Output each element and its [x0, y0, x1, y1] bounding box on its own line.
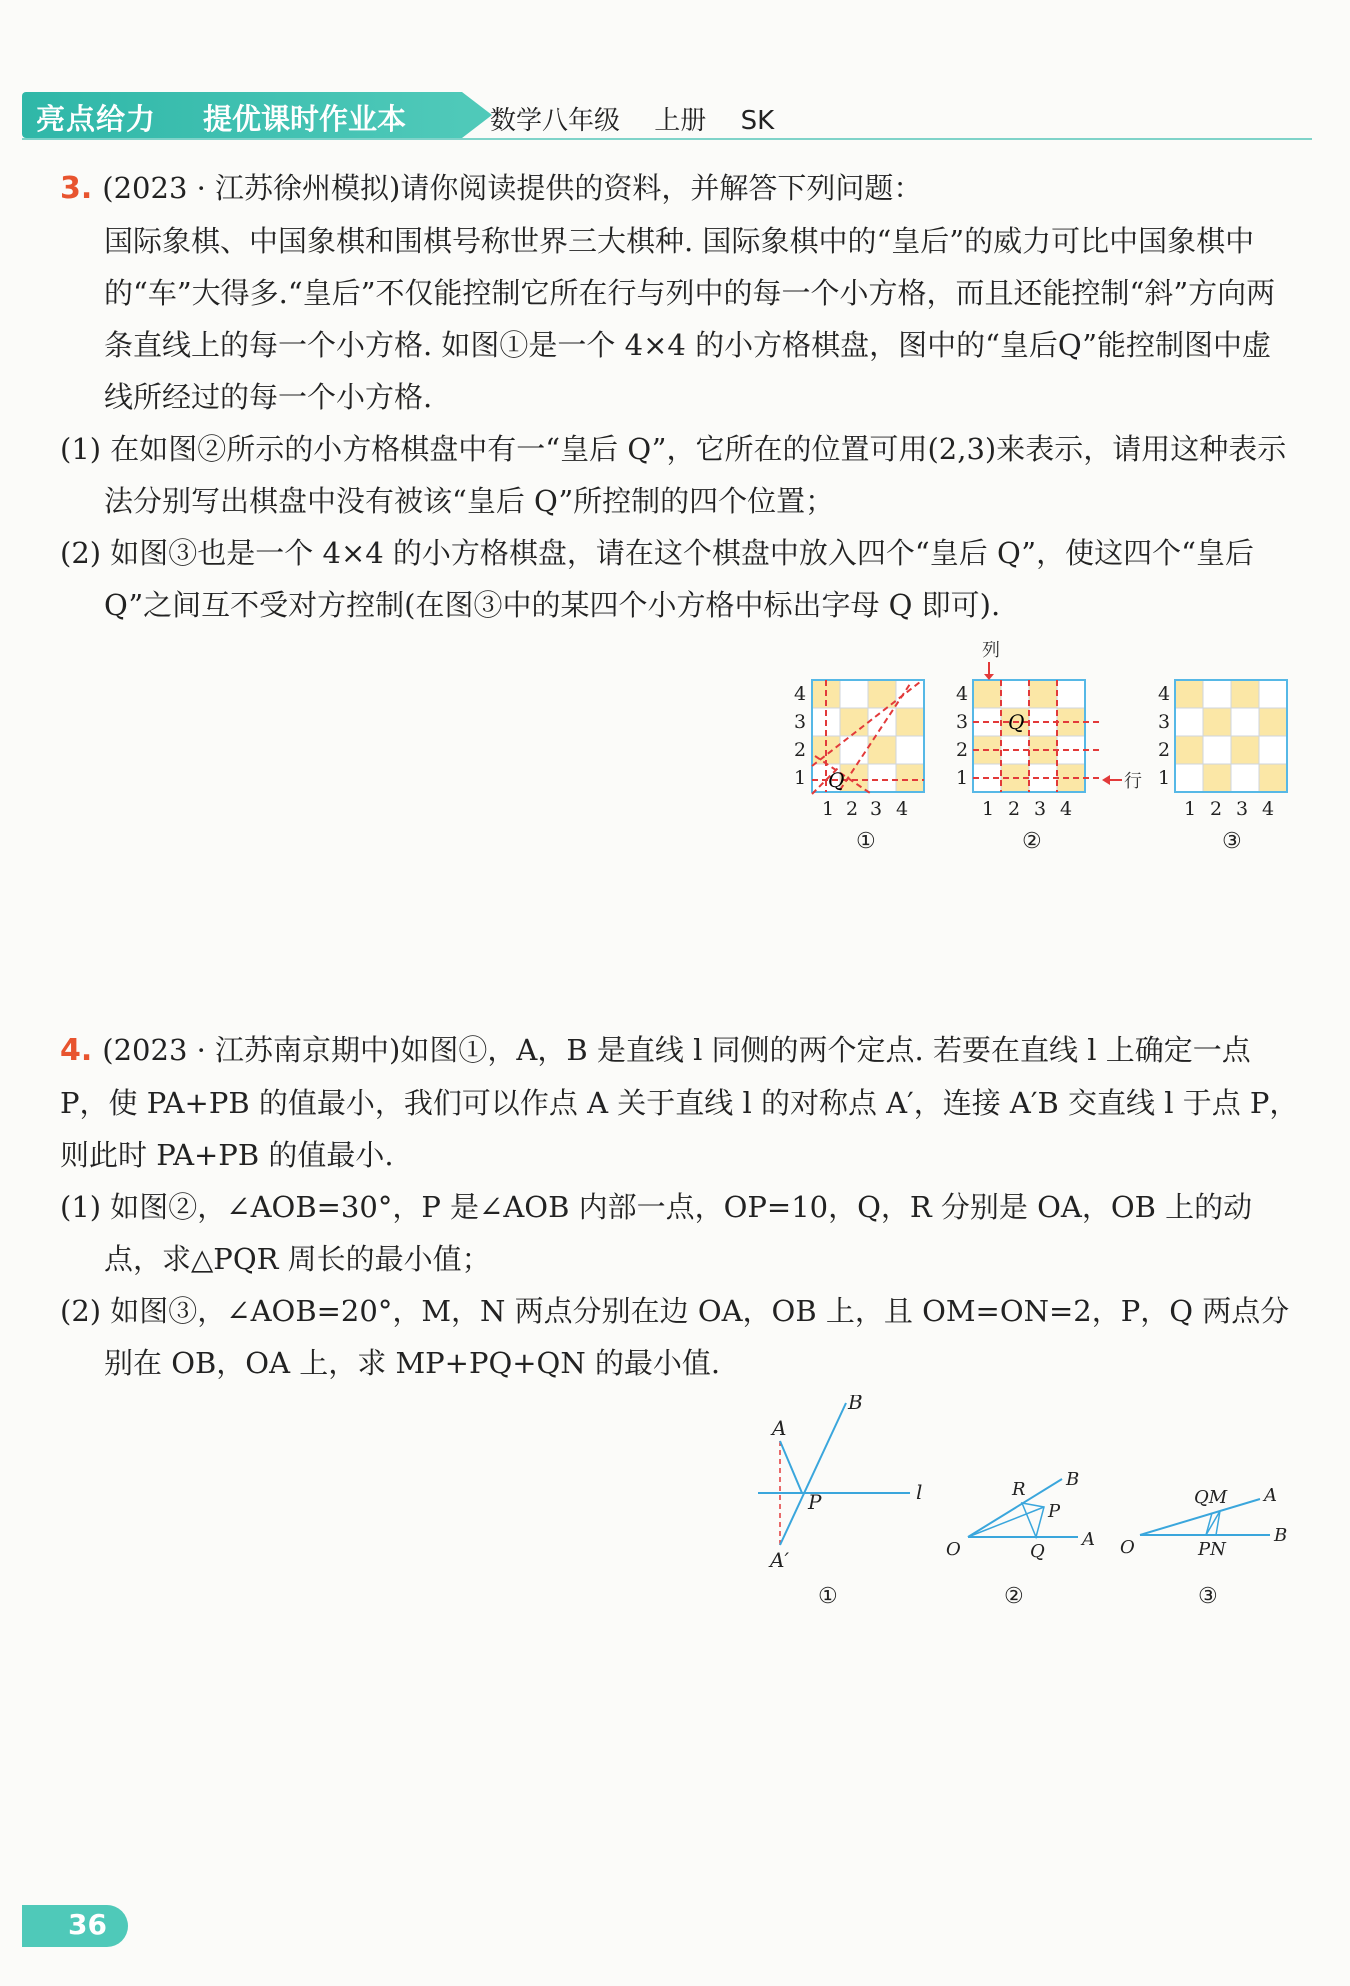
board-cell [1259, 708, 1287, 736]
board-cell [1175, 680, 1203, 708]
column-label: 列 [982, 640, 1000, 661]
figure-2 [946, 1469, 1095, 1609]
question-source: (2023 · 江苏徐州模拟) [102, 171, 401, 205]
board-cell [1175, 708, 1203, 736]
board-cell [1259, 764, 1287, 792]
row-arrow-head [1102, 775, 1110, 785]
board-cell [896, 736, 924, 764]
tick-x4: 4 [1060, 798, 1073, 820]
label-p: P [1048, 1501, 1061, 1522]
question-paragraph: 如图①，A，B 是直线 l 同侧的两个定点. 若要在直线 l 上确定一点 P，使 PA+PB 的值最小，我们可以作点 A 关于直线 l 的对称点 A′，连接 A′B 交直线 l 于点 P，则此时 PA+PB 的值最小. [60, 1033, 1299, 1172]
question-part-1: (1) 如图②，∠AOB=30°，P 是∠AOB 内部一点，OP=10，Q，R 分别是 OA，OB 上的动点，求△PQR 周长的最小值； [60, 1190, 1253, 1276]
figure-captions [856, 829, 1242, 854]
label-b: B [1274, 1525, 1288, 1546]
board-cell [1203, 708, 1231, 736]
label-p: P [808, 1490, 822, 1514]
tick-x1: 1 [982, 798, 995, 820]
board-cell [1203, 764, 1231, 792]
tick-y2: 2 [1158, 739, 1171, 761]
question-paragraph: 国际象棋、中国象棋和围棋号称世界三大棋种. 国际象棋中的“皇后”的威力可比中国象棋中的“车”大得多.“皇后”不仅能控制它所在行与列中的每一个小方格，而且还能控制“斜”方向两条直线上的每一个小方格. 如图①是一个 4×4 的小方格棋盘，图中的“皇后Q”能控制图中虚线所经过的每一个小方格. [104, 224, 1276, 414]
segment-op [968, 1507, 1044, 1537]
label-q: Q [1030, 1541, 1045, 1562]
tick-x4: 4 [896, 798, 909, 820]
question-3 [60, 162, 1300, 631]
tick-y3: 3 [1158, 711, 1171, 733]
board-cell [1259, 680, 1287, 708]
board-cell [1057, 736, 1085, 764]
tick-y1: 1 [956, 767, 969, 789]
caption-fig1: ① [818, 1584, 838, 1609]
board-cell [840, 708, 868, 736]
board-3 [1175, 680, 1287, 792]
tick-x1: 1 [822, 798, 835, 820]
tick-y4: 4 [956, 683, 969, 705]
question-part-2: (2) 如图③，∠AOB=20°，M，N 两点分别在边 OA，OB 上，且 OM=ON=2，P，Q 两点分别在 OB，OA 上，求 MP+PQ+QN 的最小值. [60, 1294, 1290, 1380]
board-cell [1203, 736, 1231, 764]
board-cell [1057, 680, 1085, 708]
label-a: A [1082, 1529, 1095, 1550]
board-cell [1057, 764, 1085, 792]
label-o: O [946, 1539, 961, 1560]
queen-label-1: Q [828, 768, 845, 792]
question-number: 3. [60, 171, 93, 206]
tick-x1: 1 [1184, 798, 1197, 820]
caption-fig3: ③ [1222, 829, 1242, 854]
volume: 上册 [654, 106, 707, 136]
question-4 [60, 1024, 1300, 1389]
tick-y1: 1 [1158, 767, 1171, 789]
subject: 数学八年级 [490, 106, 621, 136]
figure-1 [758, 1395, 922, 1609]
caption-fig3: ③ [1198, 1584, 1218, 1609]
label-pn: PN [1198, 1539, 1226, 1560]
page-number: 36 [68, 1908, 107, 1941]
figure-3 [1120, 1485, 1287, 1609]
tick-x2: 2 [846, 798, 859, 820]
board-cell [896, 708, 924, 736]
tick-y2: 2 [794, 739, 807, 761]
question-number: 4. [60, 1033, 93, 1068]
tick-x2: 2 [1210, 798, 1223, 820]
caption-fig1: ① [856, 829, 876, 854]
board-cell [1231, 708, 1259, 736]
tick-y4: 4 [794, 683, 807, 705]
board-cell [1259, 736, 1287, 764]
question-part-2: (2) 如图③也是一个 4×4 的小方格棋盘，请在这个棋盘中放入四个“皇后 Q”，使这四个“皇后 Q”之间互不受对方控制(在图③中的某四个小方格中标出字母 Q 即可). [60, 536, 1254, 622]
board-cell [1231, 736, 1259, 764]
header-divider [22, 138, 1312, 140]
label-b: B [1066, 1469, 1080, 1490]
board-cell [1231, 680, 1259, 708]
board-cell [868, 764, 896, 792]
book-info [490, 100, 800, 137]
board-cell [1029, 680, 1057, 708]
label-a: A [772, 1416, 787, 1440]
tick-y3: 3 [794, 711, 807, 733]
label-qm: QM [1194, 1487, 1228, 1508]
label-a: A [1264, 1485, 1277, 1506]
label-b: B [848, 1395, 863, 1414]
tick-x3: 3 [1034, 798, 1047, 820]
label-o: O [1120, 1537, 1135, 1558]
board-cell [896, 764, 924, 792]
geometry-figures [750, 1395, 1310, 1620]
tick-x3: 3 [870, 798, 883, 820]
board-cell [1001, 680, 1029, 708]
board-cell [973, 680, 1001, 708]
tick-y3: 3 [956, 711, 969, 733]
question-part-1: (1) 在如图②所示的小方格棋盘中有一“皇后 Q”，它所在的位置可用(2,3)来表示，请用这种表示法分别写出棋盘中没有被该“皇后 Q”所控制的四个位置； [60, 432, 1287, 518]
caption-fig2: ② [1022, 829, 1042, 854]
queen-label-2: Q [1008, 710, 1025, 734]
board-cell [1057, 708, 1085, 736]
tick-y4: 4 [1158, 683, 1171, 705]
tick-y1: 1 [794, 767, 807, 789]
row-label: 行 [1124, 771, 1142, 792]
tick-x4: 4 [1262, 798, 1275, 820]
segment-ap [780, 1441, 802, 1493]
board-cell [896, 680, 924, 708]
tick-x3: 3 [1236, 798, 1249, 820]
caption-fig2: ② [1004, 1584, 1024, 1609]
board-cell [840, 680, 868, 708]
label-a-prime: A′ [770, 1548, 789, 1572]
board-cell [1175, 736, 1203, 764]
tick-y2: 2 [956, 739, 969, 761]
segment-a-prime-b [780, 1403, 846, 1545]
label-r: R [1012, 1479, 1026, 1500]
board-cell [1175, 764, 1203, 792]
chessboard-figures [760, 638, 1320, 863]
board-cell [1203, 680, 1231, 708]
tick-x2: 2 [1008, 798, 1021, 820]
question-intro: 请你阅读提供的资料，并解答下列问题： [400, 171, 923, 205]
board-cell [868, 736, 896, 764]
question-source: (2023 · 江苏南京期中) [102, 1033, 401, 1067]
edition: SK [740, 106, 775, 136]
brand-subtitle: 提优课时作业本 [203, 102, 407, 136]
label-l: l [916, 1480, 923, 1504]
board-cell [1231, 764, 1259, 792]
brand-title: 亮点给力 [36, 102, 157, 136]
